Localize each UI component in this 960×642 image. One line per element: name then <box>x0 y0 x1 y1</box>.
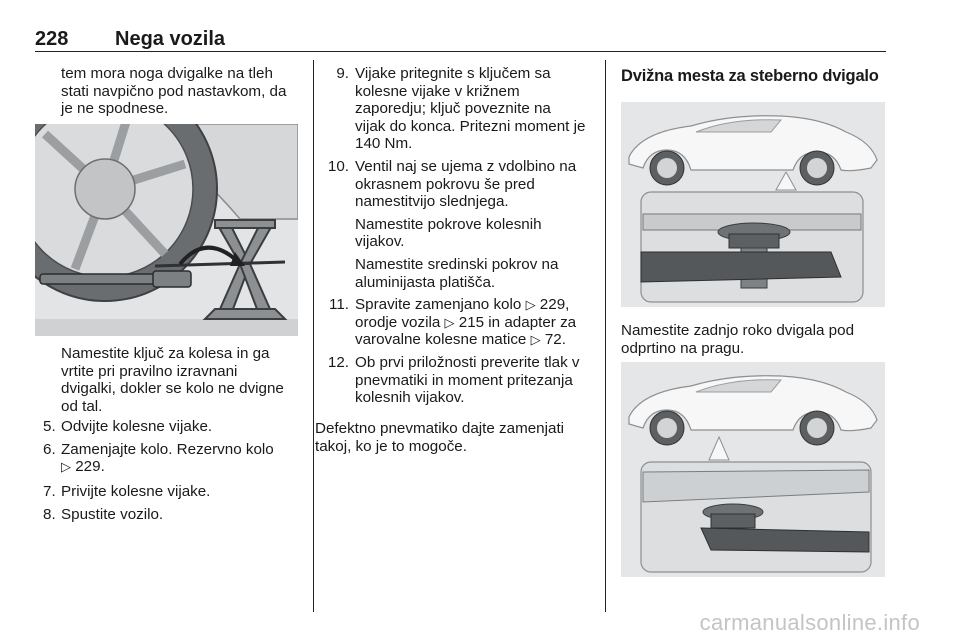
col3-caption: Namestite zadnjo roko dvigala pod odprtino na pragu. <box>621 322 855 357</box>
col3-title <box>621 68 891 86</box>
section-title: Dvižna mesta za steberno dvigalo <box>621 67 879 85</box>
column-divider-1 <box>313 60 314 612</box>
list-item: 12. Ob prvi priložnosti preverite tlak v pnevmatiki in moment pritezanja kolesnih vijakov. <box>327 353 580 407</box>
list-item: 10. Ventil naj se ujema z vdolbino na okrasnem pokrovu še pred namestitvijo slednjega. Namestite pokrove kolesnih vijakov. Namestite sredinski pokrov na aluminijasta platišča. <box>323 158 598 291</box>
column-divider-2 <box>605 60 606 612</box>
col1-intro: tem mora noga dvigalke na tleh stati navpično pod nastavkom, da je ne spodnese. <box>61 65 287 118</box>
reference-arrow-icon: ▷ <box>530 332 541 348</box>
list-item: 8. Spustite vozilo. <box>43 506 164 524</box>
rear-lift-point-illustration <box>621 362 885 577</box>
list-item: 6. Zamenjajte kolo. Rezervno kolo ▷ 229. <box>43 440 274 476</box>
col1-caption: Namestite ključ za kolesa in ga vrtite pri pravilno izravnani dvigalki, dokler se kolo ne dvigne od tal. <box>61 345 284 415</box>
watermark: carmanualsonline.info <box>699 610 920 635</box>
sub-paragraph: Namestite sredinski pokrov na aluminijasta platišča. <box>355 255 559 291</box>
sub-paragraph: Namestite pokrove kolesnih vijakov. <box>355 215 542 251</box>
page-header <box>35 28 885 52</box>
col2-steps <box>323 65 598 407</box>
page-number: 228 <box>35 28 69 50</box>
list-item: 5. Odvijte kolesne vijake. <box>43 418 213 435</box>
list-item: 11. Spravite zamenjano kolo ▷ 229, orodje vozila ▷ 215 in adapter za varovalne kolesne matice ▷ 72. <box>329 296 577 349</box>
header-divider <box>35 51 886 52</box>
reference-arrow-icon: ▷ <box>525 297 536 313</box>
col2-closing: Defektno pnevmatiko dajte zamenjati takoj, ko je to mogoče. <box>315 420 565 455</box>
jack-wheel-illustration <box>35 124 298 336</box>
reference-arrow-icon: ▷ <box>444 314 455 330</box>
reference-arrow-icon: ▷ <box>61 459 71 475</box>
list-item: 9. Vijake pritegnite s ključem sa kolesne vijake v križnem zaporedju; ključ poveznite na vijak do konca. Pritezni moment je 140 Nm. <box>336 65 586 153</box>
list-item: 7. Privijte kolesne vijake. <box>43 482 211 500</box>
front-lift-point-illustration <box>621 102 885 307</box>
page-title: Nega vozila <box>115 28 226 50</box>
col1-steps <box>43 418 303 524</box>
